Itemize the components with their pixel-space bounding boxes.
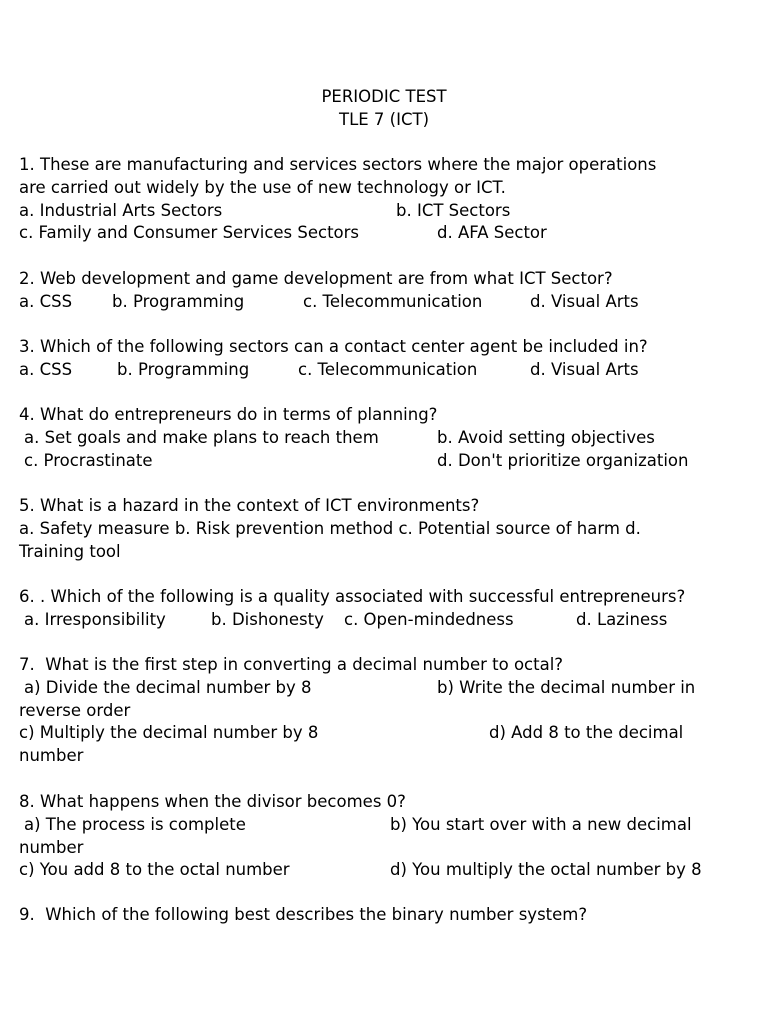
question-6-option-b: b. Dishonesty	[211, 610, 324, 629]
question-4-option-c: c. Procrastinate	[24, 451, 153, 470]
question-5-options: Training tool	[19, 542, 121, 561]
question-7-option-c: c) Multiply the decimal number by 8	[19, 723, 319, 742]
test-subtitle: TLE 7 (ICT)	[338, 110, 430, 129]
question-4-stem: 4. What do entrepreneurs do in terms of planning?	[19, 405, 438, 424]
question-2-option-b: b. Programming	[112, 292, 245, 311]
question-2-option-a: a. CSS	[19, 292, 73, 311]
question-3-stem: 3. Which of the following sectors can a contact center agent be included in?	[19, 337, 648, 356]
question-8-option-c: c) You add 8 to the octal number	[19, 860, 290, 879]
question-8-option-b: b) You start over with a new decimal	[390, 815, 692, 834]
question-8-option-a: a) The process is complete	[24, 815, 246, 834]
question-7-option-d: d) Add 8 to the decimal	[489, 723, 684, 742]
question-6-option-d: d. Laziness	[576, 610, 668, 629]
question-1-stem: are carried out widely by the use of new technology or ICT.	[19, 178, 506, 197]
question-8-option-b-cont: number	[19, 838, 84, 857]
question-2-option-c: c. Telecommunication	[303, 292, 483, 311]
question-7-stem: 7. What is the first step in converting a decimal number to octal?	[19, 655, 564, 674]
question-7-option-a: a) Divide the decimal number by 8	[24, 678, 312, 697]
question-7-option-b-cont: reverse order	[19, 701, 131, 720]
question-3-option-d: d. Visual Arts	[530, 360, 639, 379]
question-4-option-b: b. Avoid setting objectives	[437, 428, 655, 447]
question-1-option-c: c. Family and Consumer Services Sectors	[19, 223, 360, 242]
question-5-options: a. Safety measure b. Risk prevention method c. Potential source of harm d.	[19, 519, 641, 538]
question-1-stem: 1. These are manufacturing and services sectors where the major operations	[19, 155, 657, 174]
question-8-stem: 8. What happens when the divisor becomes 0?	[19, 792, 406, 811]
question-8-option-d: d) You multiply the octal number by 8	[390, 860, 702, 879]
question-4-option-d: d. Don't prioritize organization	[437, 451, 689, 470]
question-3-option-c: c. Telecommunication	[298, 360, 478, 379]
question-2-option-d: d. Visual Arts	[530, 292, 639, 311]
question-6-option-c: c. Open-mindedness	[344, 610, 514, 629]
question-1-option-a: a. Industrial Arts Sectors	[19, 201, 223, 220]
question-7-option-d-cont: number	[19, 746, 84, 765]
question-5-stem: 5. What is a hazard in the context of ICT environments?	[19, 496, 480, 515]
question-1-option-d: d. AFA Sector	[437, 223, 547, 242]
question-4-option-a: a. Set goals and make plans to reach them	[24, 428, 379, 447]
question-7-option-b: b) Write the decimal number in	[437, 678, 696, 697]
test-title: PERIODIC TEST	[321, 87, 447, 106]
question-3-option-b: b. Programming	[117, 360, 250, 379]
question-1-option-b: b. ICT Sectors	[396, 201, 511, 220]
question-3-option-a: a. CSS	[19, 360, 73, 379]
question-6-stem: 6. . Which of the following is a quality associated with successful entrepreneurs?	[19, 587, 686, 606]
question-6-option-a: a. Irresponsibility	[24, 610, 166, 629]
question-9-stem: 9. Which of the following best describes the binary number system?	[19, 905, 588, 924]
question-2-stem: 2. Web development and game development are from what ICT Sector?	[19, 269, 613, 288]
